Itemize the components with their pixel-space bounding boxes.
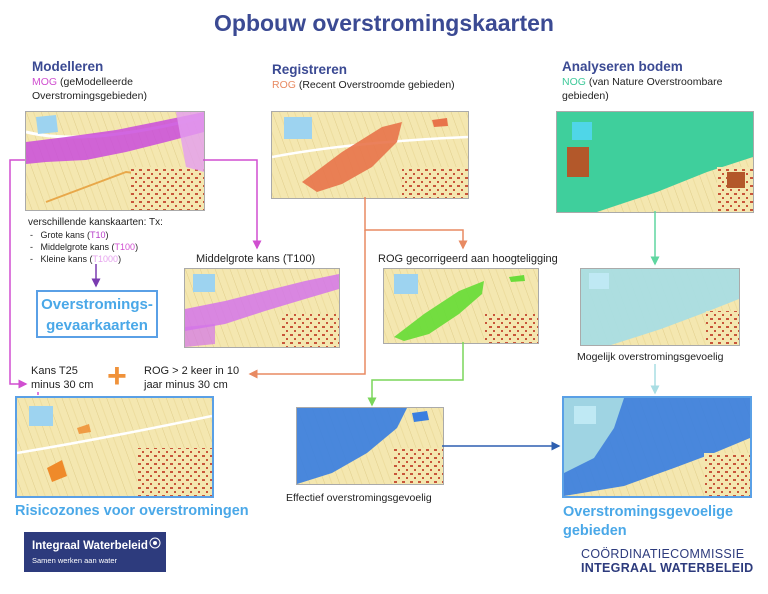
kans-item: - Grote kans (T10) [30,230,109,240]
logo-emblem-icon [148,536,162,550]
kans-prefix: Grote kans ( [40,230,91,240]
middelgrote-label: Middelgrote kans (T100) [196,253,316,265]
gevaar-line1: Overstromings- [41,296,153,313]
rog-abbr: ROG [272,79,296,91]
modelleren-heading: Modelleren [32,59,104,74]
registreren-heading: Registreren [272,62,348,77]
gevaar-line2: gevaarkaarten [46,317,148,334]
kans-suffix: ) [135,242,139,252]
risicozones-title: Risicozones voor overstromingen [15,503,249,519]
rog-corrected-label: ROG gecorrigeerd aan hoogteligging [378,253,558,265]
analyseren-heading: Analyseren bodem [562,59,683,74]
coordination-line2: INTEGRAAL WATERBELEID [581,561,754,575]
page-title: Opbouw overstromingskaarten [214,10,554,36]
logo-sub-text: Samen werken aan water [32,556,118,565]
kans-suffix: ) [105,230,109,240]
coordination-line1: COÖRDINATIECOMMISSIE [581,547,745,561]
nog-desc-line1: (van Nature Overstroombare [585,76,723,88]
mog-desc-line1: (geModelleerde [57,76,133,88]
kans-suffix: ) [118,254,122,264]
kans-code: T10 [90,230,106,240]
rog-2x-line1: ROG > 2 keer in 10 [144,365,240,377]
kans-t25-line2: minus 30 cm [31,379,94,391]
kans-code: T100 [114,242,136,252]
effectief-label: Effectief overstromingsgevoelig [286,492,432,504]
kans-prefix: Middelgrote kans ( [40,242,115,252]
kans-t25-line1: Kans T25 [31,365,78,377]
kans-prefix: Kleine kans ( [40,254,93,264]
kans-item: - Middelgrote kans (T100) [30,242,139,252]
gevoelig-line2: gebieden [563,523,627,539]
integraal-waterbeleid-logo [24,532,166,572]
mog-desc-line2: Overstromingsgebieden) [32,90,147,102]
mogelijk-label: Mogelijk overstromingsgevoelig [577,351,724,363]
logo-main-text: Integraal Waterbeleid [32,540,148,552]
gevoelig-line1: Overstromingsgevoelige [563,504,734,520]
rog-desc: (Recent Overstroomde gebieden) [295,79,455,91]
nog-desc-line2: gebieden) [562,90,609,102]
plus-sign: + [107,357,127,395]
nog-abbr: NOG [562,76,586,88]
rog-2x-line2: jaar minus 30 cm [144,379,228,391]
kans-code: T1000 [92,254,119,264]
mog-abbr: MOG [32,76,58,88]
kanskaarten-heading: verschillende kanskaarten: Tx: [28,217,163,228]
kans-item: - Kleine kans (T1000) [30,254,122,264]
